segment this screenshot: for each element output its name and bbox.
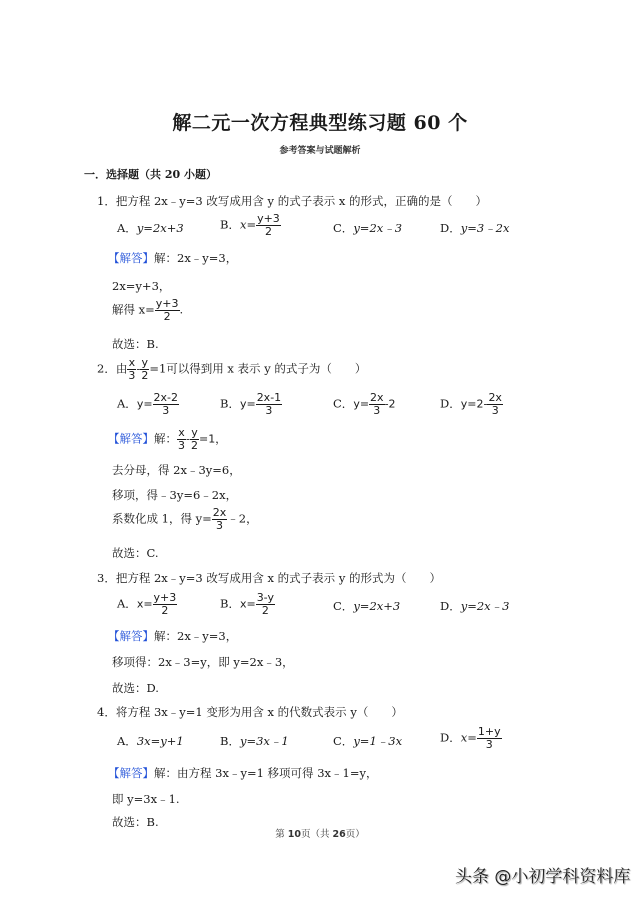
solution-line: 2x=y+3， — [112, 279, 171, 293]
option-a: A．3x=y+1 — [117, 734, 184, 748]
question-3-stem: 3．把方程 2x﹣y=3 改写成用含 x 的式子表示 y 的形式为（ ） — [97, 571, 441, 585]
total-pages: 26 — [332, 829, 346, 840]
option-b: B．x= $\frac{3-y}{2}$ — [220, 591, 274, 617]
option-b: B．y= $\frac{2x-1}{3}$ — [220, 391, 282, 417]
fraction: $\frac{x}{3}$ — [178, 426, 185, 452]
option-b: B．x= $\frac{y+3}{2}$ — [220, 212, 280, 238]
solution-line: 【解答】解：2x﹣y=3， — [108, 251, 238, 265]
option-c: C．y=2x﹣3 — [333, 221, 403, 235]
solution-line: 系数化成 1，得 y= $\frac{2x}{3}$ ﹣2， — [112, 506, 258, 532]
solution-answer: 故选：B. — [112, 815, 159, 829]
question-4-stem: 4．将方程 3x﹣y=1 变形为用含 x 的代数式表示 y（ ） — [97, 705, 403, 719]
fraction: $\frac{y}{2}$ — [190, 426, 198, 452]
page-title: 解二元一次方程典型练习题 60 个 — [172, 112, 468, 134]
option-b: B．y=3x﹣1 — [220, 734, 289, 748]
solution-answer: 故选：D. — [112, 681, 159, 695]
fraction: $\frac{3-y}{2}$ — [256, 591, 274, 617]
fraction: $\frac{2x}{3}$ — [488, 391, 502, 417]
fraction: $\frac{x}{3}$ — [128, 356, 136, 382]
option-c: C．y= $\frac{2x}{3}$ -2 — [333, 391, 396, 417]
fraction: $\frac{1+y}{3}$ — [477, 725, 501, 751]
solution-answer: 故选：C. — [112, 546, 159, 560]
fraction: $\frac{2x-1}{3}$ — [256, 391, 282, 417]
page-subtitle: 参考答案与试题解析 — [279, 146, 361, 156]
fraction: $\frac{y+3}{2}$ — [153, 591, 177, 617]
solution-line: 解得 x= $\frac{y+3}{2}$ . — [112, 297, 184, 323]
answer-tag: 【解答】 — [108, 431, 154, 446]
fraction: $\frac{2x-2}{3}$ — [153, 391, 179, 417]
solution-line: 去分母，得 2x﹣3y=6， — [112, 463, 241, 477]
solution-line: 即 y=3x﹣1. — [112, 792, 180, 806]
option-c: C．y=2x+3 — [333, 599, 401, 613]
fraction: $\frac{y+3}{2}$ — [155, 297, 179, 323]
option-a: A．y= $\frac{2x-2}{3}$ — [117, 391, 179, 417]
option-a: A．x= $\frac{y+3}{2}$ — [117, 591, 177, 617]
question-1-stem: 1．把方程 2x﹣y=3 改写成用含 y 的式子表示 x 的形式，正确的是（ ） — [97, 194, 487, 208]
fraction: $\frac{y}{2}$ — [141, 356, 149, 382]
fraction: $\frac{y+3}{2}$ — [257, 212, 280, 238]
solution-line: 移项，得﹣3y=6﹣2x， — [112, 488, 238, 502]
question-2-stem: 2．由 $\frac{x}{3}$ - $\frac{y}{2}$ =1可以得到用 x 表示 y 的式子为（ ） — [97, 356, 367, 382]
section-heading: 一．选择题（共 20 小题） — [84, 168, 217, 181]
watermark: 头条 @小初学科资料库 — [455, 867, 631, 887]
option-d: D．y=3﹣2x — [440, 221, 510, 235]
page-footer: 第 10页（共 26页） — [275, 829, 365, 840]
option-d: D．y=2- $\frac{2x}{3}$ — [440, 391, 502, 417]
option-d: D．x= $\frac{1+y}{3}$ — [440, 725, 501, 751]
fraction: $\frac{2x}{3}$ — [370, 391, 384, 417]
answer-tag: 【解答】 — [108, 629, 154, 643]
solution-line: 【解答】解： $\frac{x}{3}$ - $\frac{y}{2}$ =1， — [108, 426, 227, 452]
option-c: C．y=1﹣3x — [333, 734, 403, 748]
solution-line: 移项得：2x﹣3=y，即 y=2x﹣3， — [112, 655, 294, 669]
answer-tag: 【解答】 — [108, 766, 154, 780]
answer-tag: 【解答】 — [108, 251, 154, 265]
option-a: A．y=2x+3 — [117, 221, 184, 235]
solution-line: 【解答】解：由方程 3x﹣y=1 移项可得 3x﹣1=y， — [108, 766, 378, 780]
current-page: 10 — [287, 829, 301, 840]
option-d: D．y=2x﹣3 — [440, 599, 510, 613]
solution-answer: 故选：B. — [112, 337, 159, 351]
fraction: $\frac{2x}{3}$ — [212, 506, 227, 532]
solution-line: 【解答】解：2x﹣y=3， — [108, 629, 238, 643]
